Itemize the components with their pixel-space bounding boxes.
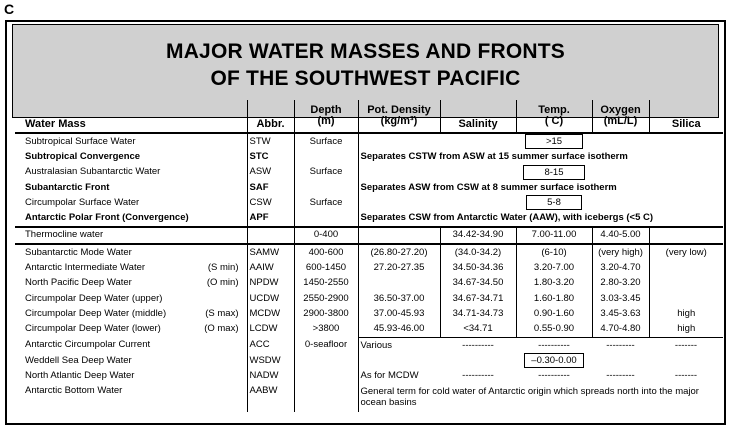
table-row [15, 195, 723, 210]
row-name: Subtropical Surface Water [25, 135, 136, 147]
water-masses-table [15, 100, 723, 412]
row-qualifier: (O min) [206, 277, 239, 289]
row-temp: 1.60-1.80 [516, 291, 592, 306]
row-temp-cell [516, 133, 592, 149]
row-name: Circumpolar Surface Water [25, 196, 140, 208]
row-depth: Surface [294, 165, 358, 180]
table-row [15, 165, 723, 180]
row-temp: –0.30-0.00 [524, 353, 583, 368]
row-depth: 2900-3800 [294, 306, 358, 321]
row-density: Various [358, 337, 440, 353]
row-salinity: 34.67-34.71 [440, 291, 516, 306]
row-depth: Surface [294, 195, 358, 210]
table-frame [5, 20, 726, 425]
row-salinity: 34.50-34.36 [440, 260, 516, 275]
row-abbr: ACC [247, 337, 294, 353]
table-row [15, 368, 723, 383]
row-salinity: ---------- [462, 370, 494, 382]
row-abbr: WSDW [247, 353, 294, 368]
row-silica: high [649, 306, 723, 321]
row-silica: ------- [649, 337, 723, 353]
row-oxygen: 3.03-3.45 [592, 291, 649, 306]
row-abbr: CSW [247, 195, 294, 210]
table-row [15, 291, 723, 306]
header-row [15, 100, 723, 133]
row-name-cell [15, 276, 247, 291]
row-oxygen: --------- [606, 370, 635, 382]
row-silica: high [649, 322, 723, 338]
row-temp: (6-10) [516, 244, 592, 260]
row-salinity: <34.71 [440, 322, 516, 338]
row-note: Separates CSTW from ASW at 15 summer surface isotherm [358, 149, 723, 164]
row-name: Weddell Sea Deep Water [25, 354, 132, 366]
row-salinity: 34.67-34.50 [440, 276, 516, 291]
header-temp [516, 100, 592, 133]
row-depth: 0-seafloor [294, 337, 358, 353]
header-temp-2: ( C) [544, 115, 564, 127]
table-row [15, 353, 723, 368]
row-salinity: (34.0-34.2) [440, 244, 516, 260]
table-row [15, 260, 723, 275]
row-abbr: LCDW [247, 322, 294, 338]
row-note: Separates ASW from CSW at 8 summer surface isotherm [358, 180, 723, 195]
row-silica: (very low) [649, 244, 723, 260]
row-abbr: NADW [247, 368, 294, 383]
row-temp: >15 [525, 134, 583, 149]
row-name: Subantarctic Mode Water [25, 246, 132, 258]
row-oxygen: 3.20-4.70 [592, 260, 649, 275]
row-temp: 7.00-11.00 [516, 227, 592, 244]
row-note: Separates CSW from Antarctic Water (AAW), with icebergs (<5 C) [358, 210, 723, 226]
row-temp-cell [516, 165, 592, 180]
row-salinity: 34.42-34.90 [440, 227, 516, 244]
row-name-cell [15, 322, 247, 338]
row-name: Circumpolar Deep Water (upper) [25, 292, 163, 304]
header-abbr: Abbr. [247, 100, 294, 133]
row-oxygen: (very high) [592, 244, 649, 260]
row-name: Antarctic Circumpolar Current [25, 339, 151, 351]
row-temp: 0.90-1.60 [516, 306, 592, 321]
row-density: (26.80-27.20) [358, 244, 440, 260]
row-name: North Pacific Deep Water [25, 277, 132, 289]
row-oxygen: 2.80-3.20 [592, 276, 649, 291]
panel-letter: C [4, 1, 15, 17]
row-silica: ------- [674, 370, 698, 382]
title-line-2: OF THE SOUTHWEST PACIFIC [210, 67, 521, 90]
header-density-1: Pot. Density [367, 104, 431, 116]
header-depth-1: Depth [310, 104, 342, 116]
row-abbr: UCDW [247, 291, 294, 306]
row-oxygen: 4.40-5.00 [592, 227, 649, 244]
row-name: North Atlantic Deep Water [25, 370, 135, 382]
row-name: Antarctic Bottom Water [25, 384, 123, 396]
row-oxygen: --------- [592, 337, 649, 353]
row-density: 36.50-37.00 [358, 291, 440, 306]
row-abbr: NPDW [247, 276, 294, 291]
row-abbr: SAF [247, 180, 294, 195]
table-row [15, 133, 723, 149]
row-name: Subantarctic Front [25, 181, 110, 193]
row-oxygen: 3.45-3.63 [592, 306, 649, 321]
header-oxygen-2: (mL/L) [603, 115, 638, 127]
row-abbr: STC [247, 149, 294, 164]
row-temp: 5-8 [526, 195, 582, 210]
row-depth: 0-400 [294, 227, 358, 244]
row-temp: 8-15 [523, 165, 584, 180]
row-temp-cell [516, 195, 592, 210]
row-density: As for MCDW [358, 368, 440, 383]
row-depth: 2550-2900 [294, 291, 358, 306]
row-qualifier: (S max) [205, 307, 239, 319]
row-name: Circumpolar Deep Water (lower) [25, 323, 161, 335]
row-density: 37.00-45.93 [358, 306, 440, 321]
row-name-cell [15, 260, 247, 275]
row-depth: Surface [294, 133, 358, 149]
table-row [15, 244, 723, 260]
table-row [15, 227, 723, 244]
row-name-cell [15, 306, 247, 321]
title-line-1: MAJOR WATER MASSES AND FRONTS [166, 40, 565, 63]
table-row [15, 306, 723, 321]
row-temp: 0.55-0.90 [516, 322, 592, 338]
row-abbr: MCDW [247, 306, 294, 321]
row-abbr: AAIW [247, 260, 294, 275]
header-density-2: (kg/m³) [380, 115, 418, 127]
header-salinity: Salinity [440, 100, 516, 133]
row-abbr: AABW [247, 384, 294, 412]
row-temp: ---------- [516, 337, 592, 353]
header-oxygen [592, 100, 649, 133]
row-salinity: ---------- [440, 337, 516, 353]
row-name: Antarctic Intermediate Water [25, 262, 146, 274]
table-row [15, 337, 723, 353]
table-row [15, 210, 723, 226]
row-temp: ---------- [538, 370, 570, 382]
row-abbr: APF [247, 210, 294, 226]
row-depth: 600-1450 [294, 260, 358, 275]
header-depth [294, 100, 358, 133]
row-qualifier: (S min) [207, 262, 239, 274]
header-pot-density [358, 100, 440, 133]
row-abbr: STW [247, 133, 294, 149]
row-density: 27.20-27.35 [358, 260, 440, 275]
row-name: Antarctic Polar Front (Convergence) [15, 210, 247, 226]
header-water-mass: Water Mass [15, 100, 247, 133]
header-depth-2: (m) [317, 115, 335, 127]
table-row [15, 322, 723, 338]
header-temp-1: Temp. [538, 104, 570, 116]
table-row [15, 384, 723, 412]
row-temp: 3.20-7.00 [516, 260, 592, 275]
row-abbr: SAMW [247, 244, 294, 260]
row-depth: 1450-2550 [294, 276, 358, 291]
row-depth: 400-600 [294, 244, 358, 260]
row-abbr: ASW [247, 165, 294, 180]
row-density: 45.93-46.00 [358, 322, 440, 338]
row-name: Australasian Subantarctic Water [25, 166, 161, 178]
row-temp-cell [516, 353, 592, 368]
row-depth: >3800 [294, 322, 358, 338]
row-name: Circumpolar Deep Water (middle) [25, 307, 167, 319]
row-temp: 1.80-3.20 [516, 276, 592, 291]
row-note: General term for cold water of Antarctic origin which spreads north into the major ocean basins [358, 384, 723, 412]
header-silica: Silica [649, 100, 723, 133]
row-name: Thermocline water [15, 227, 247, 244]
header-oxygen-1: Oxygen [600, 104, 641, 116]
table-row [15, 149, 723, 164]
table-row [15, 180, 723, 195]
row-oxygen: 4.70-4.80 [592, 322, 649, 338]
row-salinity: 34.71-34.73 [440, 306, 516, 321]
row-qualifier: (O max) [204, 323, 239, 335]
row-name: Subtropical Convergence [25, 150, 141, 162]
table-row [15, 276, 723, 291]
